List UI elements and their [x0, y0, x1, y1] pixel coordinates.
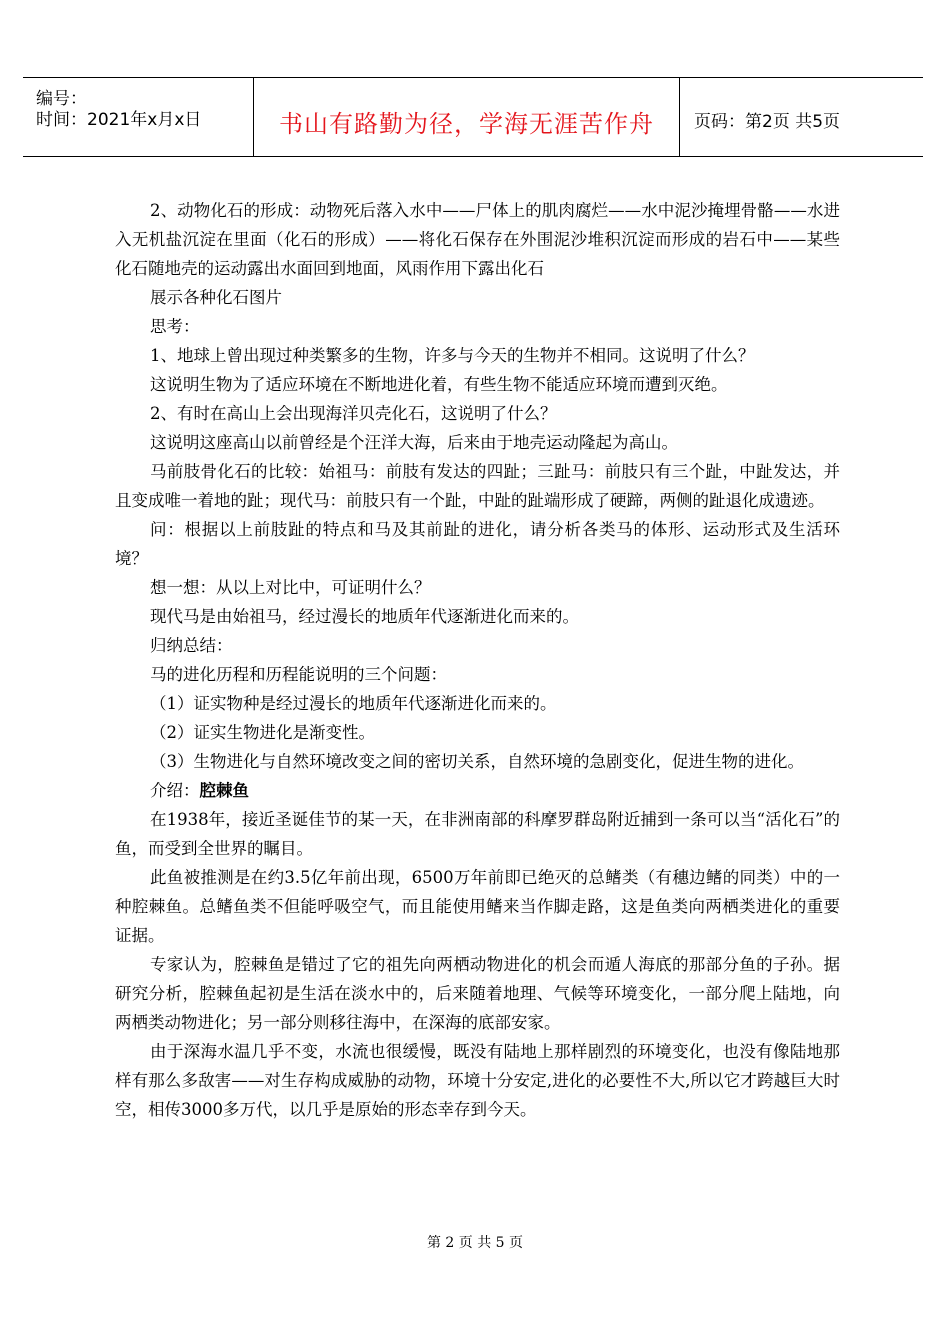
paragraph: 这说明这座高山以前曾经是个汪洋大海，后来由于地壳运动隆起为高山。: [150, 433, 678, 452]
paragraph: 问：根据以上前肢趾的特点和马及其前趾的进化，请分析各类马的体形、运动形式及生活环境？: [115, 520, 840, 568]
paragraph: 展示各种化石图片: [150, 288, 282, 307]
header-motto-cell: [254, 78, 680, 156]
page-footer: 第 2 页 共 5 页: [426, 1235, 524, 1251]
intro-fish-name: 腔棘鱼: [199, 781, 249, 800]
document-number-label: 编号：: [36, 89, 87, 109]
document-time-label: 时间：2021年x月x日: [36, 110, 202, 130]
paragraph-intro: [115, 776, 840, 805]
paragraph: （2）证实生物进化是渐变性。: [150, 723, 375, 742]
header-page-info: 页码：第2页 共5页: [694, 112, 841, 132]
paragraph: 马的进化历程和历程能说明的三个问题：: [150, 665, 447, 684]
paragraph: 此鱼被推测是在约3.5亿年前出现，6500万年前即已绝灭的总鳍类（有穗边鳍的同类）中的一种腔棘鱼。总鳍鱼类不但能呼吸空气，而且能使用鳍来当作脚走路，这是鱼类向两栖类进化的重要证据。: [115, 868, 840, 945]
paragraph: 马前肢骨化石的比较：始祖马：前肢有发达的四趾；三趾马：前肢只有三个趾，中趾发达，并且变成唯一着地的趾；现代马：前肢只有一个趾，中趾的趾端形成了硬蹄，两侧的趾退化成遗迹。: [115, 462, 840, 510]
document-body: [115, 196, 840, 1124]
paragraph: 这说明生物为了适应环境在不断地进化着，有些生物不能适应环境而遭到灭绝。: [150, 375, 728, 394]
paragraph: 想一想：从以上对比中，可证明什么？: [150, 578, 431, 597]
paragraph: 归纳总结：: [150, 636, 233, 655]
intro-label: 介绍：: [150, 781, 200, 800]
paragraph: 1、地球上曾出现过种类繁多的生物，许多与今天的生物并不相同。这说明了什么？: [150, 346, 755, 365]
paragraph: 2、动物化石的形成：动物死后落入水中——尸体上的肌肉腐烂——水中泥沙掩埋骨骼——水进入无机盐沉淀在里面（化石的形成）——将化石保存在外围泥沙堆积沉淀而形成的岩石中——某些化石随地壳的运动露出水面回到地面，风雨作用下露出化石: [115, 201, 840, 278]
paragraph: 思考：: [150, 317, 200, 336]
header-motto: 书山有路勤为径，学海无涯苦作舟: [279, 110, 654, 138]
paragraph: 由于深海水温几乎不变，水流也很缓慢，既没有陆地上那样剧烈的环境变化，也没有像陆地那样有那么多敌害——对生存构成威胁的动物，环境十分安定,进化的必要性不大,所以它才跨越巨大时空，相传3000多万代，以几乎是原始的形态幸存到今天。: [115, 1042, 840, 1119]
paragraph: 2、有时在高山上会出现海洋贝壳化石，这说明了什么？: [150, 404, 557, 423]
paragraph: 现代马是由始祖马，经过漫长的地质年代逐渐进化而来的。: [150, 607, 579, 626]
paragraph: （3）生物进化与自然环境改变之间的密切关系，自然环境的急剧变化，促进生物的进化。: [150, 752, 804, 771]
page-header: [23, 77, 923, 157]
header-page-cell: [680, 78, 923, 156]
paragraph: 在1938年，接近圣诞佳节的某一天，在非洲南部的科摩罗群岛附近捕到一条可以当“活化石”的鱼，而受到全世界的瞩目。: [115, 810, 840, 858]
paragraph: （1）证实物种是经过漫长的地质年代逐渐进化而来的。: [150, 694, 557, 713]
header-left-cell: [23, 78, 254, 156]
paragraph: 专家认为，腔棘鱼是错过了它的祖先向两栖动物进化的机会而遁人海底的那部分鱼的子孙。据研究分析，腔棘鱼起初是生活在淡水中的，后来随着地理、气候等环境变化，一部分爬上陆地，向两栖类动物进化；另一部分则移往海中，在深海的底部安家。: [115, 955, 840, 1032]
